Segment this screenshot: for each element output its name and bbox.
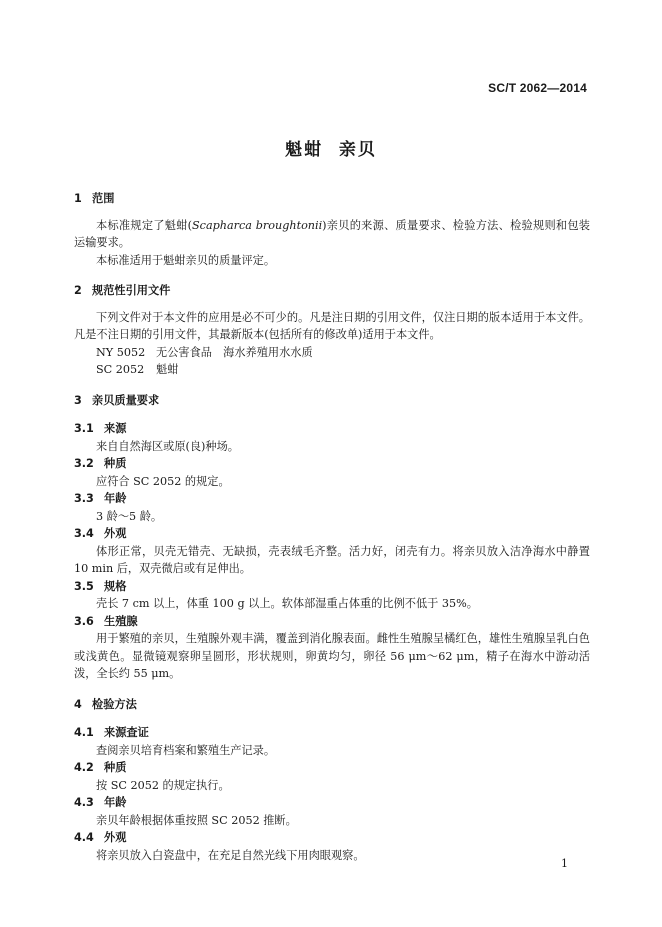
- subsection-heading: [74, 578, 590, 596]
- paragraph: [74, 217, 590, 252]
- section-number: 1: [74, 192, 82, 205]
- subsection-number: 4.1: [74, 726, 94, 739]
- subsection-heading: [74, 490, 590, 508]
- subsection-title: 外观: [104, 527, 127, 540]
- subsection-heading: [74, 525, 590, 543]
- subsection-title: 来源查证: [104, 726, 149, 739]
- text-fragment: 本标准规定了魁蚶(: [96, 218, 193, 232]
- paragraph: 将亲贝放入白瓷盘中，在充足自然光线下用肉眼观察。: [96, 848, 365, 862]
- subsection-title: 种质: [104, 761, 127, 774]
- section-heading-4: [74, 696, 590, 714]
- reference-name: 无公害食品 海水养殖用水水质: [156, 345, 313, 359]
- reference-code: SC 2052: [96, 363, 145, 376]
- paragraph: 体形正常，贝壳无错壳、无缺损，壳表绒毛齐整。活力好，闭壳有力。将亲贝放入洁净海水中静置 10 min 后，双壳微启或有足伸出。: [74, 544, 590, 575]
- subsection-heading: [74, 455, 590, 473]
- section-heading-3: [74, 392, 590, 410]
- standard-code: SC/T 2062—2014: [488, 81, 587, 95]
- subsection-title: 种质: [104, 457, 127, 470]
- section-number: 4: [74, 697, 82, 711]
- latin-name: Scapharca broughtonii: [192, 218, 323, 232]
- paragraph: 用于繁殖的亲贝，生殖腺外观丰满，覆盖到消化腺表面。雌性生殖腺呈橘红色，雄性生殖腺呈乳白色或浅黄色。显微镜观察卵呈圆形，形状规则，卵黄均匀，卵径 56 μm～62 μm，精子在海水中游动活泼，全长约 55 μm。: [74, 632, 590, 680]
- paragraph: 查阅亲贝培育档案和繁殖生产记录。: [96, 743, 276, 757]
- subsection-heading: [74, 724, 590, 742]
- subsection-title: 来源: [104, 422, 127, 435]
- reference-name: 魁蚶: [156, 363, 179, 376]
- section-number: 2: [74, 284, 82, 297]
- subsection-number: 3.3: [74, 492, 94, 505]
- paragraph: 按 SC 2052 的规定执行。: [96, 778, 230, 792]
- page-number: 1: [561, 857, 568, 870]
- subsection-number: 3.5: [74, 579, 94, 593]
- section-title: 范围: [92, 192, 115, 205]
- subsection-title: 生殖腺: [104, 614, 138, 628]
- subsection-number: 3.2: [74, 457, 94, 470]
- section-title: 亲贝质量要求: [92, 393, 160, 407]
- subsection-number: 4.3: [74, 796, 94, 809]
- page-title: 魁蚶 亲贝: [285, 140, 377, 160]
- subsection-title: 外观: [104, 831, 127, 844]
- subsection-title: 年龄: [104, 492, 127, 505]
- section-title: 检验方法: [92, 697, 137, 711]
- reference-code: NY 5052: [96, 345, 146, 359]
- reference-item: [74, 361, 590, 379]
- subsection-number: 3.6: [74, 614, 94, 628]
- paragraph: 3 龄～5 龄。: [96, 509, 163, 523]
- document-body: [74, 190, 590, 864]
- paragraph: 来自自然海区或原(良)种场。: [96, 439, 239, 453]
- subsection-title: 年龄: [104, 796, 127, 809]
- paragraph: 本标准适用于魁蚶亲贝的质量评定。: [96, 253, 276, 267]
- subsection-heading: [74, 613, 590, 631]
- subsection-title: 规格: [104, 579, 127, 593]
- subsection-heading: [74, 794, 590, 812]
- paragraph: 下列文件对于本文件的应用是必不可少的。凡是注日期的引用文件，仅注日期的版本适用于本文件。凡是不注日期的引用文件，其最新版本(包括所有的修改单)适用于本文件。: [74, 310, 590, 341]
- section-title: 规范性引用文件: [92, 284, 171, 297]
- subsection-number: 4.2: [74, 761, 94, 774]
- paragraph: 壳长 7 cm 以上，体重 100 g 以上。软体部湿重占体重的比例不低于 35%。: [96, 597, 478, 610]
- section-number: 3: [74, 393, 82, 407]
- section-heading-2: [74, 282, 590, 300]
- subsection-number: 4.4: [74, 831, 94, 844]
- subsection-heading: [74, 759, 590, 777]
- reference-item: [74, 344, 590, 362]
- subsection-number: 3.1: [74, 422, 94, 435]
- subsection-heading: [74, 829, 590, 847]
- subsection-number: 3.4: [74, 527, 94, 540]
- section-heading-1: [74, 190, 590, 208]
- subsection-heading: [74, 420, 590, 438]
- paragraph: 应符合 SC 2052 的规定。: [96, 474, 230, 488]
- text-fragment: )亲贝的来源、质量要求、检验方法、检验规则和包装运输要求。: [74, 218, 590, 249]
- paragraph: 亲贝年龄根据体重按照 SC 2052 推断。: [96, 813, 297, 827]
